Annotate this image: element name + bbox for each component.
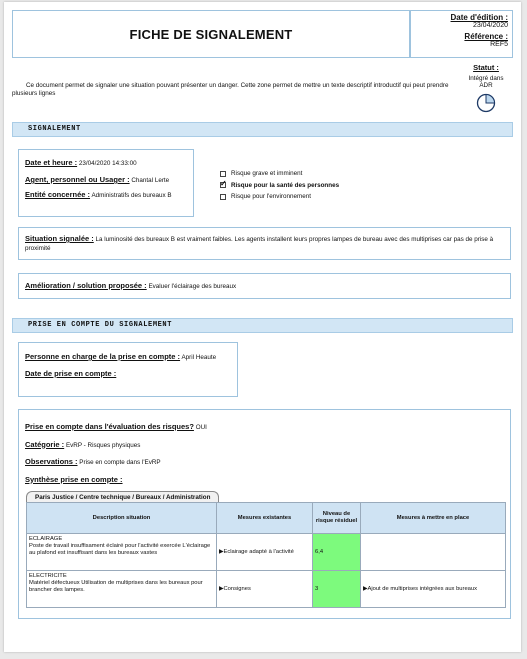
agent-field: Agent, personnel ou Usager : Chantal Lerte (25, 175, 170, 184)
intro-text: Ce document permet de signaler une situation pouvant présenter un danger. Cette zone permet de mettre un texte descriptif introductif qui peut prendre plusieurs lignes (12, 82, 449, 97)
signalement-info-box (18, 149, 194, 217)
col-header-mesures-existantes: Mesures existantes (217, 503, 313, 534)
situation-box (18, 227, 511, 260)
status-label: Statut : (473, 63, 499, 72)
title-box (12, 10, 410, 58)
status-progress-pie-icon (476, 93, 496, 113)
section-signalement-header: SIGNALEMENT (12, 122, 513, 137)
amelioration-box (18, 273, 511, 299)
cell-niveau-risque: 3 (313, 571, 361, 608)
reference-value: REF5 (490, 41, 508, 48)
risk-option-label: Risque pour l'environnement (231, 193, 311, 201)
situation-title: ELECTRICITE (29, 573, 67, 579)
pie-slice (486, 94, 495, 103)
situation-desc: Matériel défectueux Utilisation de multiprises dans les bureaux pour brancher des lampes. (29, 580, 203, 593)
tab-location[interactable]: Paris Justice / Centre technique / Bureaux / Administration (26, 491, 219, 503)
risk-option[interactable] (220, 168, 339, 180)
risk-option[interactable] (220, 191, 339, 203)
col-header-niveau-risque: Niveau de risque résiduel (313, 503, 361, 534)
entite-field: Entité concernée : Administratifs des bureaux B (25, 190, 172, 199)
edition-date-value: 23/04/2020 (472, 22, 508, 29)
checkbox-icon[interactable] (220, 194, 226, 200)
amelioration-field: Amélioration / solution proposée : Evaluer l'éclairage des bureaux (25, 281, 237, 290)
status-value-2: ADR (479, 82, 493, 89)
date-prise-field: Date de prise en compte : (25, 369, 117, 378)
cell-description (27, 534, 217, 571)
cell-mesures-a-mettre (361, 534, 506, 571)
table-row (27, 534, 506, 571)
date-heure-field: Date et heure : 23/04/2020 14:33:00 (25, 158, 137, 167)
reference-label: Référence : (464, 32, 508, 41)
table-header-row (27, 503, 506, 534)
checkbox-checked-icon[interactable] (220, 182, 226, 188)
checkbox-icon[interactable] (220, 171, 226, 177)
cell-mesures-existantes: ▶Eclairage adapté à l'activité (217, 534, 313, 571)
evaluation-fields (25, 419, 207, 489)
col-header-mesures-a-mettre: Mesures à mettre en place (361, 503, 506, 534)
situation-desc: Poste de travail insuffisament éclairé pour l'activité exercée L'éclairage au plafond est insuffisant dans les bureaux vastes (29, 543, 211, 556)
risk-option-label: Risque grave et imminent (231, 170, 303, 178)
evaluation-field: Prise en compte dans l'évaluation des risques? OUI (25, 422, 207, 431)
risk-option-label: Risque pour la santé des personnes (231, 181, 340, 189)
document-title: FICHE DE SIGNALEMENT (129, 26, 293, 42)
col-header-description: Description situation (27, 503, 217, 534)
cell-description (27, 571, 217, 608)
situation-field: Situation signalée : La luminosité des bureaux B est vraiment faibles. Les agents installent leurs propres lampes de bureau avec des multiprises car pas de prise à proximité (25, 234, 494, 252)
risk-checklist (220, 168, 339, 203)
prise-info-box (18, 342, 238, 397)
synthese-field: Synthèse prise en compte : (25, 474, 123, 484)
table-row (27, 571, 506, 608)
status-value-1: Intégré dans (468, 74, 504, 82)
observations-field: Observations : Prise en compte dans l'EvRP (25, 457, 161, 466)
risk-option[interactable] (220, 180, 339, 192)
header-meta-box (410, 10, 513, 58)
document-page (4, 2, 521, 652)
cell-mesures-existantes: ▶Consignes (217, 571, 313, 608)
section-prise-en-compte-header: PRISE EN COMPTE DU SIGNALEMENT (12, 318, 513, 333)
cell-niveau-risque: 6,4 (313, 534, 361, 571)
status-block (456, 64, 516, 113)
categorie-field: Catégorie : EvRP - Risques physiques (25, 439, 141, 449)
personne-field: Personne en charge de la prise en compte : April Heaute (25, 352, 217, 361)
situation-title: ECLAIRAGE (29, 536, 63, 542)
cell-mesures-a-mettre: ▶Ajout de multiprises intégrées aux bureaux (361, 571, 506, 608)
risk-measures-table (26, 502, 506, 608)
edition-date-label: Date d'édition : (450, 13, 508, 22)
